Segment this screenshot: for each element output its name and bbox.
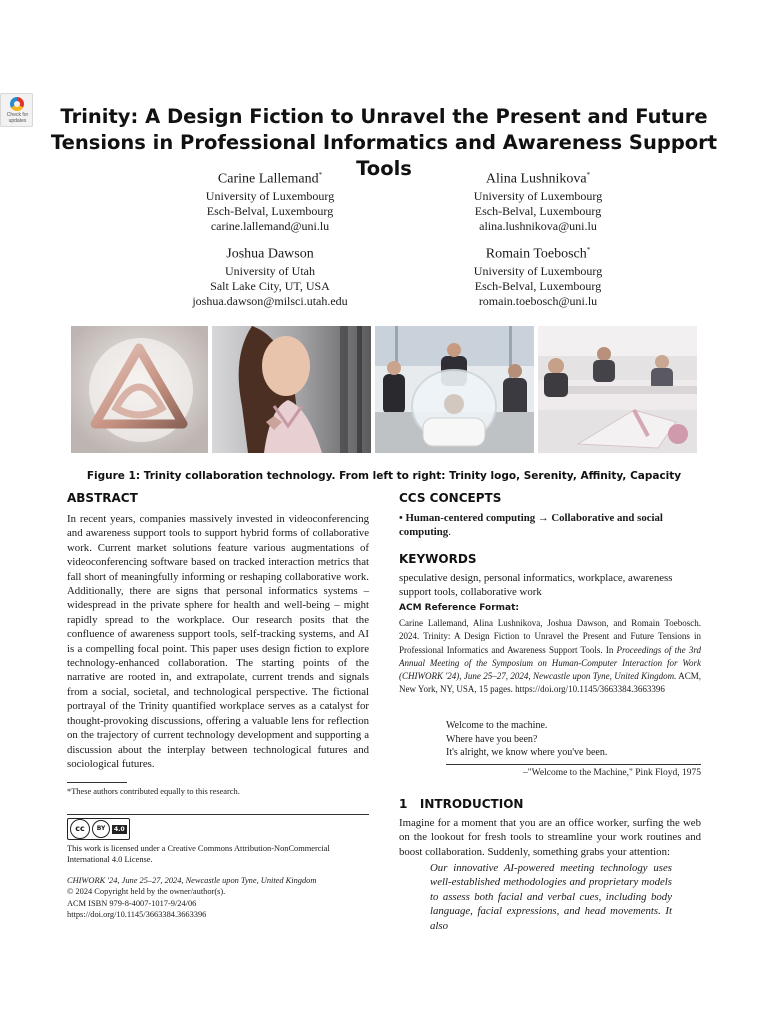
author-name: Alina Lushnikova* <box>485 171 591 187</box>
author-name: Romain Toebosch* <box>485 246 591 262</box>
section-number: 1 <box>399 797 408 811</box>
reference-heading: ACM Reference Format: <box>399 603 519 613</box>
venue-block <box>67 875 369 921</box>
license-version: 4.0 <box>114 825 125 833</box>
ccs-concepts: • Human-centered computing → Collaborative and social computing. <box>399 512 663 539</box>
author-affiliation: University of Luxembourg <box>473 188 603 203</box>
figure-caption: Figure 1: Trinity collaboration technology. From left to right: Trinity logo, Serenity, Affinity, Capacity <box>86 470 682 482</box>
reference-text: Carine Lallemand, Alina Lushnikova, Joshua Dawson, and Romain Toebosch. 2024. Trinity: A Design Fiction to Unravel the Present and Future Tensions in Professional Informatics and Awareness Support Tools. In Proceedings of the 3rd Annual Meeting of the Symposium on Human-Computer Interaction for Work (CHIWORK '24), June 25–27, 2024, Newcastle upon Tyne, United Kingdom. ACM, New York, NY, USA, 15 pages. https://doi.org/10.1145/3663384.3663396 <box>399 618 701 695</box>
author-email[interactable]: alina.lushnikova@uni.lu <box>479 219 597 234</box>
venue-isbn: ACM ISBN 979-8-4007-1017-9/24/06 <box>67 898 197 908</box>
epigraph-line: It's alright, we know where you've been. <box>446 747 608 758</box>
author-location: Esch-Belval, Luxembourg <box>474 278 602 293</box>
figure-affinity <box>375 326 534 453</box>
author-block <box>120 241 420 310</box>
abstract-text: In recent years, companies massively invested in videoconferencing and awareness support tools to support hybrid forms of collaborative work. Current market solutions feature various augmentations of videoconferencing software based on tracked interaction metrics that fall short of meaningfully informing or reshaping collaborative work. Additionally, there are signs that personal informatics systems – widespread in the private sphere for health and well-being – might rapidly spread to the workplace. Our research posits that the confluence of awareness support tools, self-tracking systems, and AI is a compelling focal point. This paper uses design fiction to explore technology-enhanced collaboration. The starting points of the narrative are rooted in, and extrapolate, current trends and signals from a social, societal, and technological perspective. The fictional portrayal of the Trinity quantified workplace serves as a catalyst for thought-provoking discussions, offering a valuable lens for reflection on the trajectory of current technology development and supporting a discussion about the interplay between technological futures and sociological futures. <box>67 513 369 770</box>
cc-license-badge[interactable] <box>67 818 130 840</box>
license-text: This work is licensed under a Creative Commons Attribution-NonCommercial International 4.0 License. <box>67 844 330 865</box>
keywords-text: speculative design, personal informatics, workplace, awareness support tools, collaborative work <box>399 572 673 599</box>
venue-copyright: © 2024 Copyright held by the owner/author(s). <box>67 887 226 897</box>
epigraph-line: Where have you been? <box>446 733 538 745</box>
by-icon: BY <box>92 820 110 838</box>
check-for-updates-label: Check for updates <box>6 112 29 124</box>
footnote-rule <box>67 782 127 783</box>
author-affiliation: University of Utah <box>225 263 315 278</box>
epigraph-rule <box>446 764 701 765</box>
introduction-text: Imagine for a moment that you are an office worker, surfing the web on the lookout for fresh tools to streamline your work routines and boost collaboration. Suddenly, something grabs your attention: <box>399 817 701 858</box>
introduction-quote: Our innovative AI-powered meeting technology uses well-established methodologies and proprietary models to assess both facial and verbal cues, including body language, facial expressions, and head movements. It also <box>430 862 672 932</box>
abstract-heading: ABSTRACT <box>67 491 138 505</box>
author-email[interactable]: joshua.dawson@milsci.utah.edu <box>192 294 348 309</box>
footnote: *These authors contributed equally to this research. <box>67 787 240 796</box>
figure-trinity-logo <box>71 326 208 453</box>
author-name: Carine Lallemand* <box>217 171 323 187</box>
crossmark-icon <box>10 97 24 111</box>
author-location: Esch-Belval, Luxembourg <box>474 203 602 218</box>
ccs-heading: CCS CONCEPTS <box>399 491 502 505</box>
introduction-heading <box>399 797 523 811</box>
author-email[interactable]: carine.lallemand@uni.lu <box>210 219 330 234</box>
author-affiliation: University of Luxembourg <box>473 263 603 278</box>
author-email[interactable]: romain.toebosch@uni.lu <box>478 294 598 309</box>
author-block <box>120 166 420 235</box>
section-title: INTRODUCTION <box>419 797 524 811</box>
figure-capacity <box>538 326 697 453</box>
paper-title: Trinity: A Design Fiction to Unravel the Present and Future Tensions in Professional Informatics and Awareness Support Tools <box>50 105 718 180</box>
author-affiliation: University of Luxembourg <box>205 188 335 203</box>
author-block <box>388 241 688 310</box>
check-for-updates-badge[interactable] <box>0 93 33 127</box>
license-rule <box>67 814 369 815</box>
cc-icon: cc <box>70 819 90 839</box>
figure-serenity <box>212 326 371 453</box>
author-block <box>388 166 688 235</box>
venue-doi[interactable]: https://doi.org/10.1145/3663384.3663396 <box>67 910 207 920</box>
author-location: Salt Lake City, UT, USA <box>210 278 330 293</box>
epigraph-attribution: –"Welcome to the Machine," Pink Floyd, 1975 <box>523 768 701 778</box>
epigraph-line: Welcome to the machine. <box>446 720 548 731</box>
venue-conference: CHIWORK '24, June 25–27, 2024, Newcastle upon Tyne, United Kingdom <box>67 876 317 885</box>
author-name: Joshua Dawson <box>226 246 314 262</box>
keywords-heading: KEYWORDS <box>399 552 477 566</box>
epigraph <box>446 719 706 760</box>
author-location: Esch-Belval, Luxembourg <box>206 203 334 218</box>
